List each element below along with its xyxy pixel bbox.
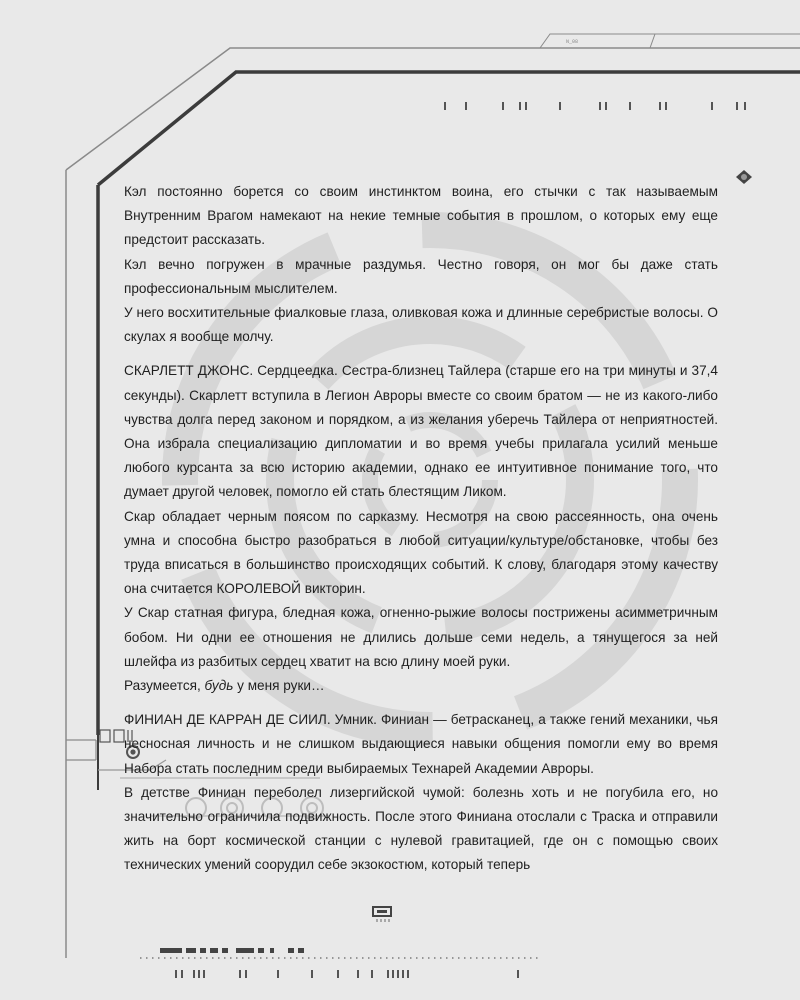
hands-italic: будь [204,678,234,694]
top-tab-shape [540,34,800,48]
paragraph-kel-3: У него восхитительные фиалковые глаза, оливковая кожа и длинные серебристые волосы. О скулах я вообще молчу. [124,305,718,345]
paragraph-scarlett-1: СКАРЛЕТТ ДЖОНС. Сердцеедка. Сестра-близнец Тайлера (старше его на три минуты и 37,4 секунды). Скарлетт вступила в Легион Авроры вместе со своим братом — не из какого-либо чувства долга перед законом и порядком, а из желания уберечь Тайлера от неприятностей. Она избрала специализацию дипломатии и во время учебы прилагала усилий меньше любого курсанта за всю историю академии, однако ее интуитивное понимание того, что думает другой человек, помогло ей стать блестящим Ликом. [124,363,718,500]
bottom-barcode [160,948,304,953]
paragraph-finian-2: В детстве Финиан переболел лизергийской чумой: болезнь хоть и не погубила его, но значительно ограничила подвижность. После этого Финиана отослали с Траска и отправили жить на борт космической станции с нулевой гравитацией, где он с помощью своих технических умений соорудил себе экзокостюм, который теперь [124,784,718,873]
paragraph-finian-1: ФИНИАН ДЕ КАРРАН ДЕ СИИЛ. Умник. Финиан — бетрасканец, а также гений механики, чья несносная личность и не слишком выдающиеся навыки общения помогли ему во время Набора стать последним среди выбираемых Технарей Академии Авроры. [124,712,718,776]
top-ticks [445,102,745,110]
top-tab-label: N_08 [566,39,579,45]
diamond-marker-icon [736,170,752,184]
paragraph-scarlett-hands [124,674,718,698]
document-body [124,180,718,878]
hands-after: у меня руки… [233,678,325,694]
paragraph-kel-2: Кэл вечно погружен в мрачные раздумья. Честно говоря, он мог бы даже стать профессиональным мыслителем. [124,256,718,296]
left-bracket-lines [66,740,96,760]
hands-before: Разумеется, [124,678,205,694]
scroll-thumb-icon[interactable] [372,906,392,922]
paragraph-kel-1: Кэл постоянно борется со своим инстинктом воина, его стычки с так называемым Внутренним Врагом намекают на некие темные события в прошлом, о которых ему еще предстоит рассказать. [124,184,718,248]
bottom-ticks [176,970,518,978]
paragraph-scarlett-2: Скар обладает черным поясом по сарказму. Несмотря на свою рассеянность, она очень умна и способна быстро разобраться в любой ситуации/культуре/обстановке, чтобы без труда вписаться в большинство происходящих событий. К слову, благодаря этому качеству она считается КОРОЛЕВОЙ викторин. [124,508,718,597]
paragraph-scarlett-3: У Скар статная фигура, бледная кожа, огненно-рыжие волосы пострижены асимметричным бобом. Ни одни ее отношения не длились дольше семи недель, а тянущегося за ней шлейфа из разбитых сердец хватит на всю длину моей руки. [124,605,718,669]
